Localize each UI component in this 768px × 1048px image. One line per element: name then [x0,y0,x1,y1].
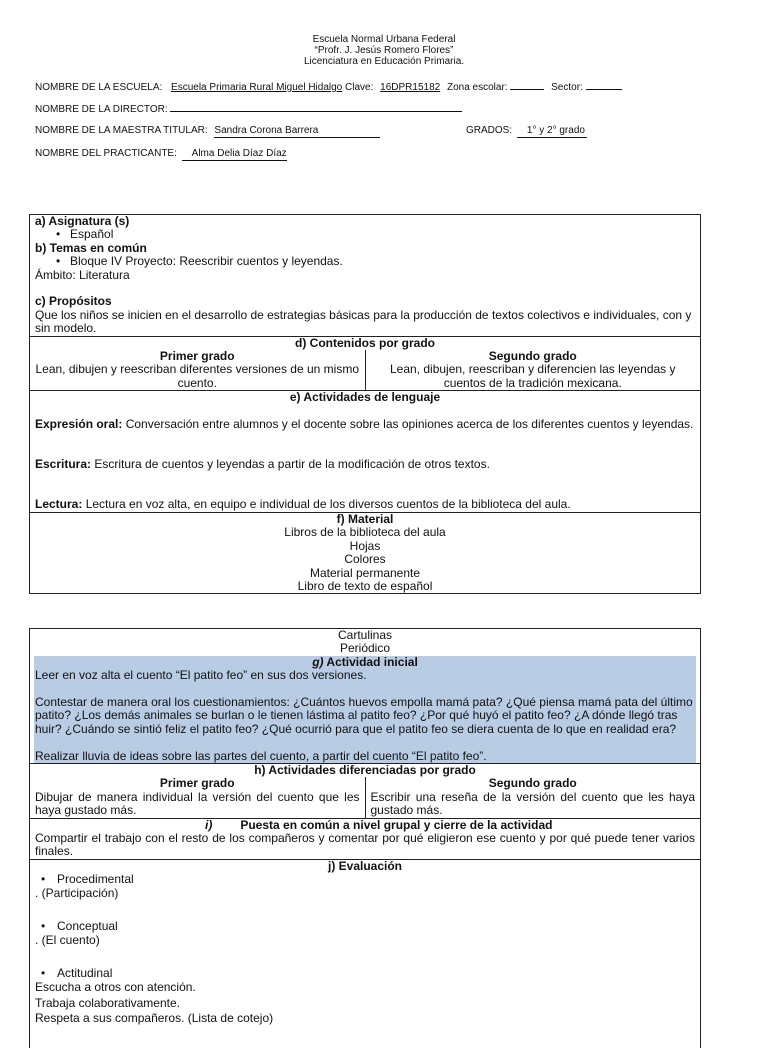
material-continued [30,629,700,656]
contenidos-title: d) Contenidos por grado [30,336,700,350]
section-puesta-en-comun [30,818,700,859]
field-director [35,102,462,116]
temas-item: • Bloque IV Proyecto: Reescribir cuentos y leyendas. [35,255,695,268]
inicial-p1: Leer en voz alta el cuento “El patito feo” en sus dos versiones. [35,668,367,683]
lectura-text: Lectura en voz alta, en equipo e individual de los diversos cuentos de la biblioteca del aula. [85,497,571,512]
sector-label: Sector: [551,82,583,93]
asignatura-item: • Español [35,228,695,241]
ambito-text: Ámbito: Literatura [35,267,130,282]
material-item: Cartulinas [337,628,393,642]
inicial-p3: Realizar lluvia de ideas sobre las partes del cuento, a partir del cuento “El patito feo”. [35,748,487,763]
contenidos-grid [30,350,700,390]
puesta-text: Compartir el trabajo con el resto de los compañeros y comentar por qué eligieron ese cuento y por qué puede tener varios finales. [35,831,695,859]
eval-cuento: . (El cuento) [35,932,100,947]
oral-text: Conversación entre alumnos y el docente sobre las opiniones acerca de los diferentes cuentos y leyendas. [125,417,694,432]
school-subtitle: “Profr. J. Jesús Romero Flores” [314,45,454,56]
primer-grado-heading: Primer grado [159,776,235,791]
material-item: Periódico [339,641,391,656]
eval-conceptual: • Conceptual [35,920,695,933]
maestra-label: NOMBRE DE LA MAESTRA TITULAR: [35,125,208,136]
zona-blank [510,80,544,90]
oral-label: Expresión oral: [35,417,123,432]
field-grados [466,125,587,138]
director-label: NOMBRE DE LA DIRECTOR: [35,104,168,115]
contenido-segundo-cell [365,350,701,390]
lectura-label: Lectura: [35,497,83,512]
primer-grado-heading: Primer grado [159,349,235,364]
puesta-letter: i) [205,817,213,832]
practicante-label: NOMBRE DEL PRACTICANTE: [35,148,177,159]
eval-actitudinal: • Actitudinal [35,967,695,980]
inicial-letter: g) [312,654,324,669]
eval-a1: Escucha a otros con atención. [35,980,196,995]
grados-value: 1° y 2° grado [517,125,587,138]
asignatura-title: a) Asignatura (s) [35,214,130,228]
diferenciadas-grid [30,777,700,817]
grados-label: GRADOS: [466,125,513,136]
material-item: Material permanente [309,565,421,580]
field-practicante [35,148,287,161]
planning-table-1 [29,214,701,594]
section-actividades [30,390,700,512]
clave-value: 16DPR15182 [380,82,441,93]
propositos-text: Que los niños se inicien en el desarrollo de estrategias básicas para la producción de textos colectivos e individuales, con y sin modelo. [35,307,692,336]
diferenciadas-title: h) Actividades diferenciadas por grado [30,763,700,777]
lectura [35,498,695,511]
eval-participacion: . (Participación) [35,885,119,900]
eval-a2: Trabaja colaborativamente. [35,995,180,1010]
material-item: Libros de la biblioteca del aula [284,525,446,540]
evaluacion-title: j) Evaluación [327,858,403,873]
clave-label: Clave: [345,82,374,93]
section-actividad-inicial [34,656,696,763]
eval-procedimental: • Procedimental [35,873,695,886]
zona-label: Zona escolar: [446,82,508,93]
field-escuela [35,80,622,94]
contenido-primero: Lean, dibujen y reescriban diferentes versiones de un mismo cuento. [35,362,359,390]
expresion-oral [35,418,695,431]
program-name: Licenciatura en Educación Primaria. [303,56,465,67]
inicial-p2: Contestar de manera oral los cuestionamientos: ¿Cuántos huevos empolla mamá pata? ¿Qué piensa mamá pata del último patito? ¿Los demás animales se burlan o le tienen lástima al patito feo? ¿Por qué huyó el patito feo? ¿A dónde llegó tras huir? ¿Cuándo se sintió feliz el patito feo? ¿Qué ocurrió para que el patito feo se diera cuenta de lo que en realidad era? [35,695,693,736]
segundo-grado-heading: Segundo grado [488,776,577,791]
school-name: Escuela Normal Urbana Federal [312,34,456,45]
segundo-grado-heading: Segundo grado [488,349,577,364]
puesta-title: i) Puesta en común a nivel grupal y cierre de la actividad [205,817,553,832]
eval-a3: Respeta a sus compañeros. (Lista de cotejo) [35,1011,274,1026]
inicial-title: g) Actividad inicial [312,654,418,669]
escritura-text: Escritura de cuentos y leyendas a partir de la modificación de otros textos. [94,457,490,472]
material-item: Libro de texto de español [297,578,433,593]
contenido-primero-cell [30,350,365,390]
section-evaluacion [30,859,700,1027]
escuela-value: Escuela Primaria Rural Miguel Hidalgo [171,82,343,93]
material-item: Hojas [349,538,381,553]
dif-primero-cell [30,777,365,817]
contenido-segundo: Lean, dibujen, reescriban y diferencien las leyendas y cuentos de la tradición mexicana. [389,362,676,390]
escritura [35,458,695,471]
dif-segundo: Escribir una reseña de la versión del cuento que les haya gustado más. [370,789,695,818]
field-maestra [35,125,380,138]
dif-primero: Dibujar de manera individual la versión del cuento que les haya gustado más. [35,789,360,818]
section-material [30,512,700,593]
dif-segundo-cell [365,777,701,817]
actividades-title: e) Actividades de lenguaje [289,390,441,405]
material-title: f) Material [336,511,394,526]
practicante-value: Alma Delia Díaz Díaz [182,148,287,161]
maestra-value: Sandra Corona Barrera [214,125,380,138]
director-blank [170,102,462,112]
material-item: Colores [344,552,386,567]
escuela-label: NOMBRE DE LA ESCUELA: [35,82,163,93]
planning-table-2 [29,628,701,1048]
section-asignatura [30,215,700,336]
sector-blank [586,80,622,90]
propositos-title: c) Propósitos [35,294,112,309]
temas-title: b) Temas en común [35,240,147,255]
escritura-label: Escritura: [35,457,92,472]
